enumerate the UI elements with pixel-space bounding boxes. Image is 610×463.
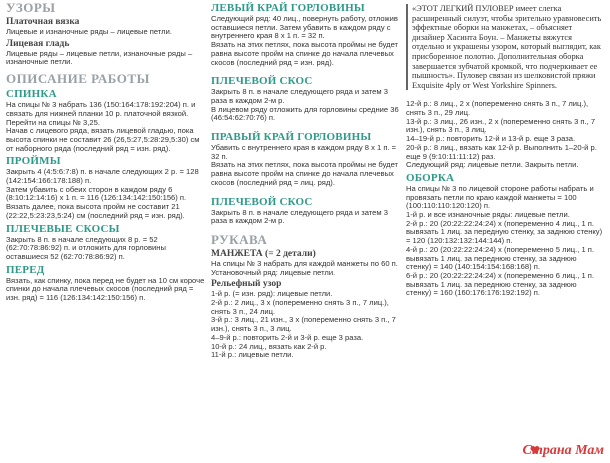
column-right [406, 0, 604, 463]
text-cuff: На спицы № 3 набрать для каждой манжеты по 60 п. [211, 258, 398, 268]
column-left [6, 0, 206, 463]
text-right-neck: Убавить с внутреннего края в каждом ряду 8 х 1 п. = 32 п. Вязать на этих петлях, пока высота проймы не будет равна высоте пройм на спинке до начала плечевых скосов (последний ряд = лиц. ряд). [211, 143, 399, 187]
subheading-cuff: МАНЖЕТА (= 2 детали) [211, 248, 316, 259]
heading-right-neck: ПРАВЫЙ КРАЙ ГОРЛОВИНЫ [211, 131, 372, 144]
subheading-relief: Рельефный узор [211, 279, 282, 290]
text-shoulder-bevel: Закрыть 8 п. в начале следующего ряда и затем 3 раза в каждом 2-м р. В лицевом ряду отложить для горловины средние 36 (46:54:62:70:76) п. [211, 87, 399, 123]
section-title-patterns: УЗОРЫ [6, 0, 56, 15]
text-front: Вязать, как спинку, пока перед не будет на 10 см короче спинки до начала плечевых скосов (последний ряд = изн. ряд) = 116 (126:134:142:150:156) п. [6, 275, 205, 303]
heading-ruffle: ОБОРКА [406, 171, 455, 184]
section-title-sleeves: РУКАВА [211, 231, 268, 247]
text-armholes: Закрыть 4 (4:5:6:7:8) п. в начале следующих 2 р. = 128 (142:154:166:178:188) п. Затем убавить с обеих сторон в каждом ряду 6 (8:10:12:14:16) х 1 п. = 116 (126:134:142:150:156) п. Вязать далее, пока высота пройм не составит 21 (22:22,5:23:23,5:24) см (последний ряд = изн. ряд). [6, 167, 199, 220]
subheading-stockinette: Лицевая гладь [6, 38, 70, 49]
heading-back: СПИНКА [6, 88, 57, 101]
section-title-description: ОПИСАНИЕ РАБОТЫ [6, 71, 150, 87]
watermark-logo: Страна Мам [522, 443, 604, 458]
subheading-garter: Платочная вязка [6, 17, 80, 27]
heading-shoulders: ПЛЕЧЕВЫЕ СКОСЫ [6, 222, 120, 235]
heading-front: ПЕРЕД [6, 263, 45, 276]
text-back: На спицы № 3 набрать 136 (150:164:178:192:204) п. и связать для нижней планки 10 р. платочной вязкой. Перейти на спицы № 3,25. Начав с лицевого ряда, вязать лицевой гладью, пока высота спинки не составит 26 (26,5:27,5:28:29,5:30) см от наборного ряда (последний ряд = изн. ряд). [6, 100, 200, 153]
column-middle [211, 0, 403, 463]
heading-left-neck: ЛЕВЫЙ КРАЙ ГОРЛОВИНЫ [211, 2, 365, 14]
heading-armholes: ПРОЙМЫ [6, 155, 61, 168]
heading-shoulder-bevel-2: ПЛЕЧЕВОЙ СКОС [211, 195, 313, 208]
text-ruffle: На спицы № 3 по лицевой стороне работы набрать и провязать петли по краю каждой манжеты = 100 (100:110:110:120:120) п. 1-й р. и все изнаночные ряды: лицевые петли. 2-й р.: 20 (20:22:22:24:24) х (попеременно 4 лиц., 1 п. вывязать 1 лиц. за передную стенку, за заднюю стенку) = 120 (120:132:132:144:144) п. 4-й р.: 20 (20:22:22:24:24) х (попеременно 5 лиц., 1 п. вывязать 1 лиц. за переднюю стенку, за заднюю стенку) = 140 (140:154:154:168:168) п. 6-й р.: 20 (20:22:22:24:24) х (попеременно 6 лиц., 1 п. вывязать 1 лиц. за переднюю стенку, за заднюю стенку) = 160 (160:176:176:192:192) п. [406, 183, 603, 298]
text-left-neck: Следующий ряд: 40 лиц., повернуть работу, отложив оставшиеся петли. Затем убавить в каждом ряду с внутреннего края 8 х 1 п. = 32 п. Вязать на этих петлях, пока высота проймы не будет равна высоте пройм на спинке до начала плечевых скосов (последний ряд = изн. ряд). [211, 14, 399, 67]
text-relief: 1-й р. (= изн. ряд): лицевые петли. 2-й р.: 2 лиц., 3 х (попеременно снять 3 п., 7 лиц.), снять 3 п., 24 лиц. 3-й р.: 3 лиц., 21 изн., 3 х (попеременно снять 3 п., 7 изн.), снять 3 п., 3 лиц. 4–9-й р.: повторить 2-й и 3-й р. еще 3 раза. 10-й р.: 24 лиц., вязать как 2-й р. 11-й р.: лицевые петли. [211, 289, 396, 360]
text-shoulder-bevel-2: Закрыть 8 п. в начале следующего ряда и затем 3 раза в каждом 2-м р. [211, 207, 388, 226]
text-stockinette: Лицевые ряды – лицевые петли, изнаночные ряды – изнаночные петли. [6, 48, 193, 67]
text-shoulders: Закрыть 8 п. в начале следующих 8 р. = 52 (62:70:78:86:92) п. и отложить для горловины оставшиеся 52 (62:70:78:86:92) п. [6, 234, 166, 261]
text-rows-continued: 12-й р.: 8 лиц., 2 х (попеременно снять 3 п., 7 лиц.), снять 3 п., 29 лиц. 13-й р.: 3 лиц., 26 изн., 2 х (попеременно снять 3 п., 7 изн.), снять 3 п., 3 лиц. 14–19-й р.: повторить 12-й и 13-й р. еще 3 раза. 20-й р.: 8 лиц., вязать как 12-й р. Выполнить 1–20-й р. еще 9 (9:10:11:11:12) раз. Следующий ряд: лицевые петли. Закрыть петли. [406, 99, 597, 170]
designer-quote: «ЭТОТ ЛЕГКИЙ ПУЛОВЕР имеет слегка расширенный силуэт, чтобы зрительно уравновесить эффектные оборки на манжетах, – объясняет дизайнер Хасинта Боун. – Манжеты вяжутся отдельно и украшены узором, который выглядит, как присборенное полотно. Дополнительная оборка завершается зубчатой кромкой, что подчеркивает ее пышность». Пуловер связан из шелковистой пряжи Exquisite 4ply от West Yorkshire Spinners. [406, 4, 604, 90]
text-setup-row: Установочный ряд: лицевые петли. [211, 267, 336, 277]
text-garter: Лицевые и изнаночные ряды – лицевые петли. [6, 27, 172, 36]
heading-shoulder-bevel: ПЛЕЧЕВОЙ СКОС [211, 75, 313, 88]
